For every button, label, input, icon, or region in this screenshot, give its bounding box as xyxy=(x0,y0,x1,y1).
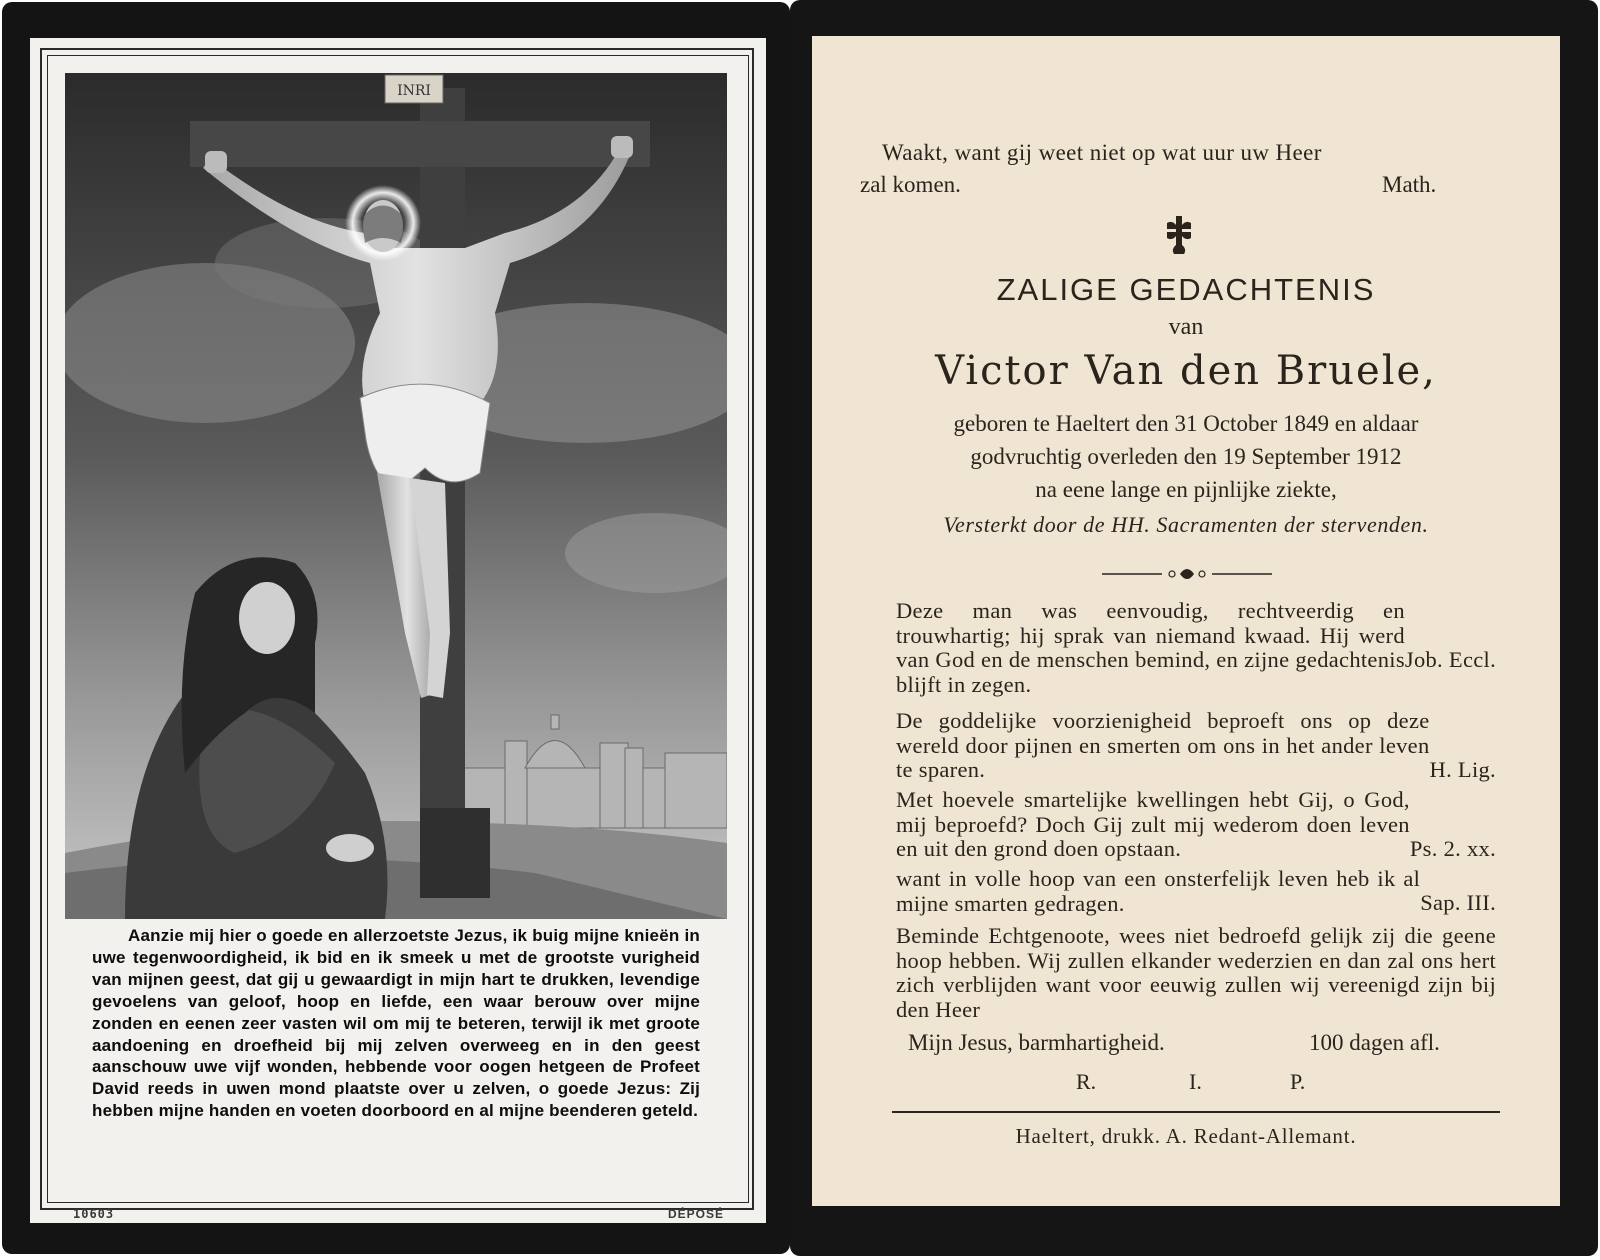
hands xyxy=(326,834,374,862)
cross-beam xyxy=(190,121,650,167)
van-label: van xyxy=(1168,314,1204,340)
paragraph-3 xyxy=(896,788,1496,862)
devotional-card-back xyxy=(790,0,1598,1256)
cross-ornament-icon xyxy=(1159,214,1199,254)
paragraph-5 xyxy=(896,924,1496,1022)
paragraph-3-text: Met hoevele smartelijke kwellingen hebt Gij, o God, mij beproefd? Doch Gij zult mij wederom doen leven en uit den grond doen opstaan. xyxy=(896,787,1410,862)
indulgence-days: 100 dagen afl. xyxy=(1309,1030,1440,1055)
paragraph-4-text: want in volle hoop van een onsterfelijk leven heb ik al mijne smarten gedragen. xyxy=(896,866,1421,916)
printer-credit: Haeltert, drukk. A. Redant-Allemant. xyxy=(1015,1124,1357,1148)
deceased-name: Victor Van den Bruele, xyxy=(935,348,1437,394)
illness-line: na eene lange en pijnlijke ziekte, xyxy=(1035,477,1337,502)
death-line: godvruchtig overleden den 19 September 1912 xyxy=(970,444,1402,469)
rip-r: R. xyxy=(1076,1069,1097,1094)
face xyxy=(239,582,295,654)
birth-line: geboren te Haeltert den 31 October 1849 en aldaar xyxy=(953,411,1419,436)
card-front-panel xyxy=(30,38,766,1223)
devotional-card-front xyxy=(2,2,790,1254)
epigraph-line-1: Waakt, want gij weet niet op wat uur uw Heer xyxy=(882,140,1322,165)
rip-p: P. xyxy=(1290,1069,1306,1094)
paragraph-4-ref: Sap. III. xyxy=(1420,890,1496,915)
paragraph-1 xyxy=(896,599,1496,697)
rip-i: I. xyxy=(1189,1069,1202,1094)
divider-rule xyxy=(892,1111,1500,1113)
sacraments-line: Versterkt door de HH. Sacramenten der stervenden. xyxy=(943,512,1429,537)
paragraph-1-text: Deze man was eenvoudig, rechtveerdig en trouwhartig; hij sprak van niemand kwaad. Hij werd van God en de menschen bemind, en zijne gedachtenis blijft in zegen. xyxy=(896,598,1405,697)
paragraph-3-ref: Ps. 2. xx. xyxy=(1409,836,1496,861)
epigraph-ref: Math. xyxy=(1382,172,1437,197)
crucifixion-image xyxy=(65,73,727,919)
ornament-divider xyxy=(1102,564,1272,584)
prayer-text: Aanzie mij hier o goede en allerzoetste Jezus, ik buig mijne knieën in uwe tegenwoordigheid, ik bid en ik smeek u met de grootste vurigheid van mijnen geest, dat gij u gewaardigt in mijn hart te drukken, levendige gevoelens van geloof, hoop en liefde, een waar berouw over mijne zonden en eenen zeer vasten wil om mij te beteren, terwijl ik met groote aandoening en droefheid bij mij zelven overweeg en in den geest aanschouw uwe vijf wonden, hebbende voor oogen hetgeen de Profeet David reeds in uwen mond plaatste over u zelven, o goede Jezus: Zij hebben mijne handen en voeten doorboord en al mijne beenderen geteld. xyxy=(92,926,700,1121)
paragraph-1-ref: Job. Eccl. xyxy=(1404,647,1496,672)
indulgence-prayer: Mijn Jesus, barmhartigheid. xyxy=(908,1030,1165,1055)
card-title: ZALIGE GEDACHTENIS xyxy=(996,272,1376,307)
card-back-paper xyxy=(812,36,1560,1206)
paragraph-5-text: Beminde Echtgenoote, wees niet bedroefd gelijk zij die geene hoop hebben. Wij zullen elkander wederzien en dan zal ons hert zich verblijden want voor eeuwig zullen wij vereenigd zijn bij den Heer xyxy=(896,923,1496,1022)
plate-number: 10603 xyxy=(73,1207,115,1221)
hand-left xyxy=(205,151,227,173)
paragraph-2-text: De goddelijke voorzienigheid beproeft ons op deze wereld door pijnen en smerten om ons in het ander leven te sparen. xyxy=(896,708,1430,783)
hand-right xyxy=(611,136,633,158)
inri-text: INRI xyxy=(397,83,431,99)
paragraph-2 xyxy=(896,709,1496,783)
paragraph-2-ref: H. Lig. xyxy=(1429,757,1496,782)
depose-mark: DÉPOSÉ xyxy=(667,1207,724,1221)
epigraph-line-2: zal komen. xyxy=(860,172,961,197)
paragraph-4 xyxy=(896,867,1496,916)
cross-base xyxy=(420,808,490,898)
